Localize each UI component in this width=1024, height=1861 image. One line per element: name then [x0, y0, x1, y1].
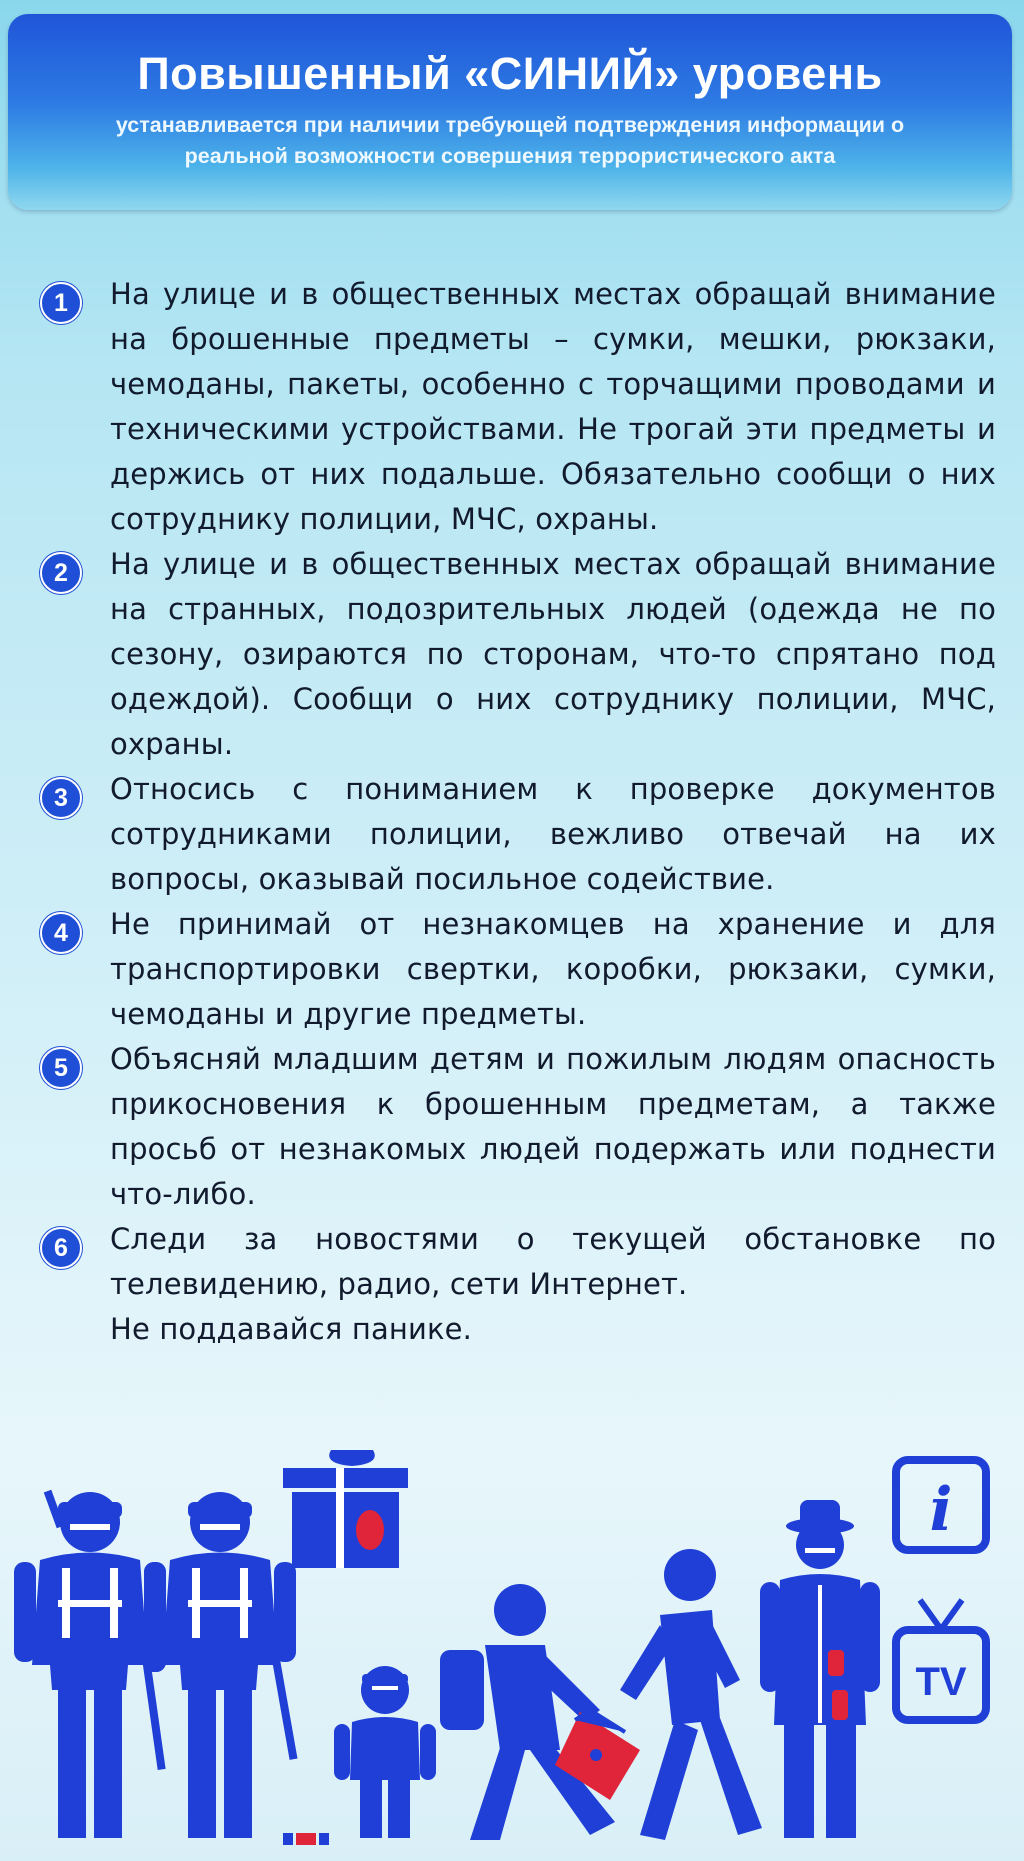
rule-item-6: [40, 1217, 996, 1352]
rule-text: Относись с пониманием к проверке документов сотрудниками полиции, вежливо отвечай на их вопросы, оказывай посильное содействие.: [110, 772, 996, 896]
police-officer-icon: [144, 1492, 297, 1838]
info-icon-label: i: [929, 1475, 953, 1545]
info-icon: [896, 1460, 986, 1550]
page-subtitle: устанавливается при наличии требующей подтверждения информации о реальной возможности совершения террористического акта: [115, 113, 905, 168]
rule-item-2: [40, 542, 996, 767]
police-officer-radio-icon: [14, 1490, 166, 1838]
tv-icon: [896, 1600, 986, 1720]
rule-number-badge: 1: [40, 282, 82, 324]
suspicious-man-hat-icon: [760, 1500, 880, 1838]
tv-icon-label: TV: [915, 1660, 967, 1704]
rule-text: Следи за новостями о текущей обстановке по телевидению, радио, сети Интернет.: [110, 1222, 996, 1301]
gift-box-icon: [283, 1450, 408, 1568]
rule-item-1: [40, 272, 996, 542]
child-icon: [334, 1666, 436, 1838]
suspicious-person-icon: [620, 1549, 762, 1840]
rule-text-extra: Не поддавайся панике.: [110, 1312, 473, 1346]
rule-text: На улице и в общественных местах обращай внимание на брошенные предметы – сумки, мешки, рюкзаки, чемоданы, пакеты, особенно с торчащими проводами и техническими устройствами. Не трогай эти предметы и держись от них подальше. Обязательно сообщи о них сотруднику полиции, МЧС, охраны.: [110, 277, 996, 536]
rules-list: [40, 272, 996, 1352]
rule-text: На улице и в общественных местах обращай внимание на странных, подозрительных людей (одежда не по сезону, озираются по сторонам, что-то спрятано под одеждой). Сообщи о них сотруднику полиции, МЧС, охраны.: [110, 547, 996, 761]
rule-number-badge: 2: [40, 552, 82, 594]
rule-text: Не принимай от незнакомцев на хранение и для транспортировки свертки, коробки, рюкзаки, сумки, чемоданы и другие предметы.: [110, 907, 996, 1031]
page-title: Повышенный «СИНИЙ» уровень: [137, 48, 883, 99]
header-banner: [8, 14, 1012, 210]
rule-text: Объясняй младшим детям и пожилым людям опасность прикосновения к брошенным предметам, а также просьб от незнакомых людей подержать или поднести что-либо.: [110, 1042, 996, 1211]
rule-item-3: [40, 767, 996, 902]
rule-item-4: [40, 902, 996, 1037]
illustration-figures: [0, 1450, 1024, 1861]
person-with-bag-icon: [440, 1584, 640, 1840]
rule-number-badge: 5: [40, 1047, 82, 1089]
rule-number-badge: 6: [40, 1227, 82, 1269]
dropped-item-icon: [283, 1833, 329, 1845]
rule-item-5: [40, 1037, 996, 1217]
rule-number-badge: 3: [40, 777, 82, 819]
rule-number-badge: 4: [40, 912, 82, 954]
